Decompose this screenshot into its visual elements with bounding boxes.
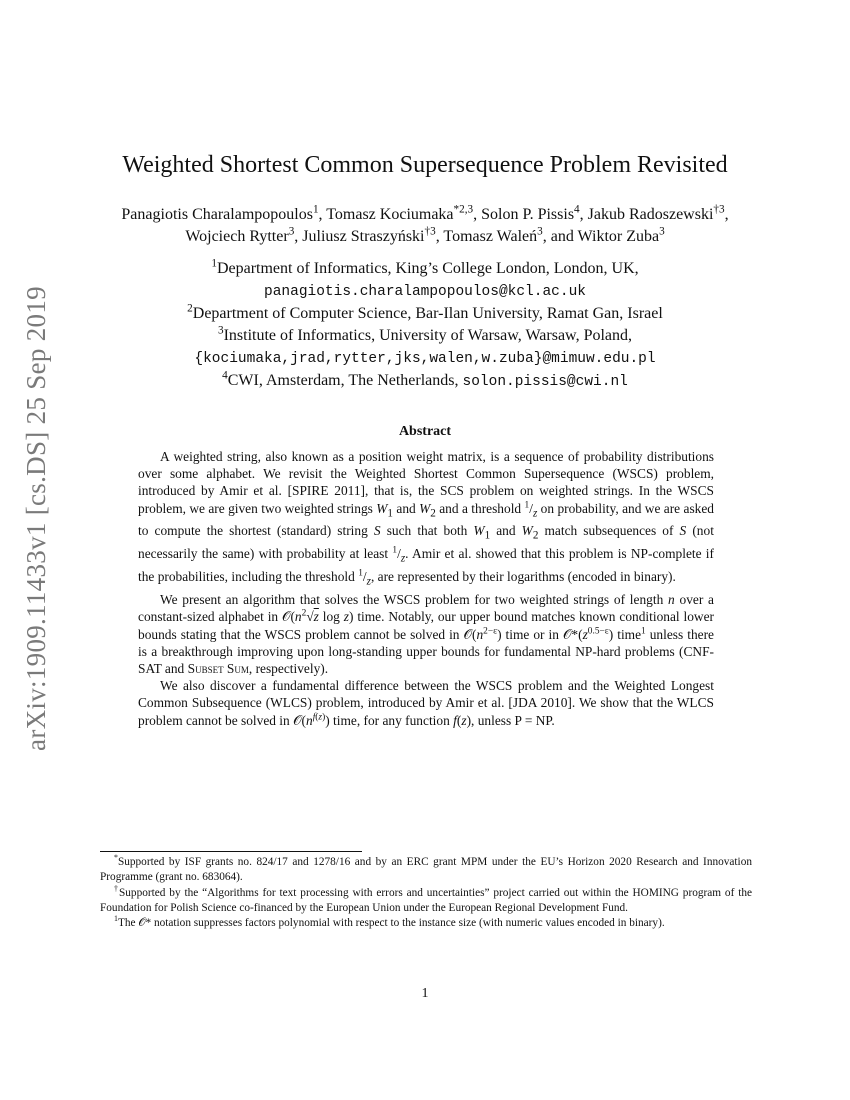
arxiv-stamp: arXiv:1909.11433v1 [cs.DS] 25 Sep 2019 — [20, 285, 51, 751]
footnote-rule — [100, 851, 362, 852]
author-name: Jakub Radoszewski — [587, 206, 714, 223]
paper-title: Weighted Shortest Common Supersequence Problem Revisited — [122, 152, 728, 178]
author-affiliation-mark: 3 — [288, 225, 295, 238]
author-separator: , and — [542, 228, 578, 245]
author-name: Tomasz Waleń — [443, 228, 538, 245]
author-separator: , — [724, 206, 729, 223]
affiliation-1: $^1$Department of Informatics, King’s College London, London, UK, — [211, 257, 639, 277]
affiliation-2: $^2$Department of Computer Science, Bar-Ilan University, Ramat Gan, Israel — [187, 302, 663, 322]
affiliation-4-email[interactable]: solon.pissis@cwi.nl — [462, 374, 628, 390]
footnote-3: $^1$The 𝒪* notation suppresses factors polynomial with respect to the instance size (with numeric values encoded in binary). — [114, 914, 665, 930]
author-name: Panagiotis Charalampopoulos — [121, 206, 313, 223]
author-name: Wojciech Rytter — [185, 228, 289, 245]
author-affiliation-mark: 4 — [574, 203, 580, 216]
author-affiliation-mark: †3 — [713, 203, 725, 216]
abstract-heading: Abstract — [398, 424, 452, 439]
affiliation-3-email[interactable]: {kociumaka,jrad,rytter,jks,walen,w.zuba}@mimuw.edu.pl — [194, 351, 656, 367]
abstract-body — [138, 448, 714, 729]
author-list — [95, 204, 755, 248]
author-separator: , — [318, 206, 327, 223]
footnote-2: †Supported by the “Algorithms for text processing with errors and uncertainties” project carried out within the HOMING program of the Foundation for Polish Science co-financed by the European Union under the European Regional Development Fund. — [100, 883, 753, 914]
abstract-paragraph-2: We present an algorithm that solves the WSCS problem for two weighted strings of length n over a constant-sized alphabet in $𝒪(n^2√z$ log z) time. Notably, our upper bound matches known conditional lower bounds stating that the WSCS problem cannot be solved in $𝒪(n^{2-\varepsilon})$ time or in $𝒪*(z^{0.5-\varepsilon})$ time$^1$ unless there is a breakthrough improving upon long-standing upper bounds for fundamental NP-hard problems (CNF-SAT and Subset Sum, respectively). — [138, 592, 715, 676]
affiliations — [95, 258, 755, 393]
author-affiliation-mark: †3 — [424, 225, 436, 238]
author-affiliation-mark: 1 — [312, 203, 319, 216]
author-name: Juliusz Straszyński — [302, 228, 425, 245]
author-affiliation-mark: 3 — [537, 225, 543, 238]
abstract-paragraph-1: A weighted string, also known as a position weight matrix, is a sequence of probability distributions over some alphabet. We revisit the Weighted Shortest Common Supersequence (WSCS) problem, introduced by Amir et al. [SPIRE 2011], that is, the SCS problem on weighted strings. In the WSCS problem, we are given two weighted strings $W_1$ and $W_2$ and a threshold $^1/_z$ on probability, and we are asked to compute the shortest (standard) string S such that both $W_1$ and $W_2$ match subsequences of S (not necessarily the same) with probability at least $^1/_z$. Amir et al. showed that this problem is NP-complete if the probabilities, including the threshold $^1/_z$, are represented by their logarithms (encoded in binary). — [138, 449, 714, 588]
author-name: Solon P. Pissis — [481, 206, 575, 223]
author-affiliation-mark: *2,3 — [453, 203, 474, 216]
affiliation-1-email[interactable]: panagiotis.charalampopoulos@kcl.ac.uk — [264, 284, 586, 300]
page-number: 1 — [421, 986, 429, 1001]
footnotes — [100, 855, 752, 931]
footnote-1: *Supported by ISF grants no. 824/17 and 1278/16 and by an ERC grant MPM under the EU’s Horizon 2020 Research and Innovation Programme (grant no. 683064). — [100, 853, 752, 884]
affiliation-4: $^4$CWI, Amsterdam, The Netherlands, solon.pissis@cwi.nl — [222, 369, 628, 390]
affiliation-3: $^3$Institute of Informatics, University of Warsaw, Warsaw, Poland, — [217, 324, 633, 344]
author-separator: , — [579, 206, 588, 223]
author-separator: , — [435, 228, 444, 245]
author-separator: , — [473, 206, 482, 223]
author-name: Tomasz Kociumaka — [326, 206, 454, 223]
author-affiliation-mark: 3 — [659, 225, 665, 238]
author-separator: , — [294, 228, 303, 245]
abstract-paragraph-3: We also discover a fundamental difference between the WSCS problem and the Weighted Longest Common Subsequence (WLCS) problem, introduced by Amir et al. [JDA 2010]. We show that the WLCS problem cannot be solved in $𝒪(n^{f(z)})$ time, for any function f(z), unless P = NP. — [138, 678, 714, 728]
author-name: Wiktor Zuba — [577, 228, 660, 245]
